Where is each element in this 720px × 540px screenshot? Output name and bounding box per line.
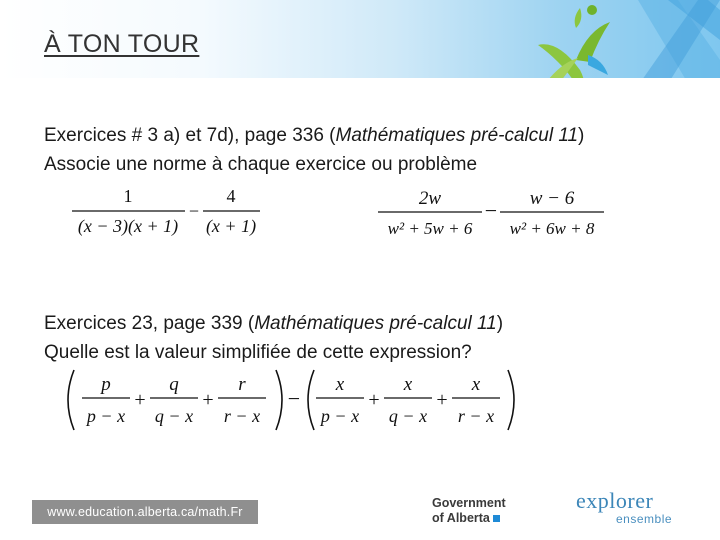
explorer-ensemble-logo <box>576 490 696 526</box>
expr-a-num2: 4 <box>226 186 236 206</box>
section2-book-title: Mathématiques pré-calcul 11 <box>254 313 497 334</box>
x-leaf-logo-icon <box>518 0 720 78</box>
c-minus: − <box>287 386 301 411</box>
c-g2-num-0: x <box>335 374 345 395</box>
c-g1-num-1: q <box>169 374 179 395</box>
gov-blue-square-icon <box>493 515 500 522</box>
expr-a-op: − <box>188 201 200 221</box>
c-g1-den-2: r − x <box>223 406 261 426</box>
section2-suffix: ) <box>496 313 504 334</box>
section1-heading <box>44 125 584 147</box>
c-plus-1: + <box>134 389 146 411</box>
gov-logo-line1: Government <box>432 496 506 510</box>
gov-logo-line2: of Alberta <box>432 511 490 525</box>
footer-url-link[interactable]: www.education.alberta.ca/math.Fr <box>32 500 258 524</box>
explorer-word: explorer <box>576 488 654 513</box>
c-plus-4: + <box>436 389 448 411</box>
expr-b-den2: w² + 6w + 8 <box>509 219 595 238</box>
slide-title <box>34 30 199 59</box>
section2-heading <box>44 313 503 335</box>
government-of-alberta-logo <box>432 496 506 526</box>
slide-title-text: À TON TOUR <box>44 30 200 58</box>
c-g2-num-1: x <box>403 374 413 395</box>
expression-c <box>62 366 522 436</box>
section1-suffix: ) <box>578 125 585 146</box>
c-g2-num-2: x <box>471 374 481 395</box>
expr-a-den2: (x + 1) <box>205 216 257 236</box>
c-g2-den-1: q − x <box>388 406 428 426</box>
section1-instruction: Associe une norme à chaque exercice ou problème <box>44 154 478 175</box>
section1-prefix: Exercices # 3 a) et 7d), page 336 ( <box>44 125 336 146</box>
c-plus-3: + <box>368 389 380 411</box>
header-band <box>0 0 720 78</box>
c-g1-num-0: p <box>101 374 111 395</box>
c-g1-den-0: p − x <box>86 406 126 426</box>
expr-a-num1: 1 <box>123 186 133 206</box>
c-g2-den-2: r − x <box>457 406 495 426</box>
expr-b-op: − <box>484 198 498 223</box>
c-plus-2: + <box>202 389 214 411</box>
expr-a-den1: (x − 3)(x + 1) <box>77 216 179 236</box>
ensemble-word: ensemble <box>616 512 673 526</box>
expression-a <box>70 184 270 244</box>
expr-b-den1: w² + 5w + 6 <box>387 219 473 238</box>
c-g1-den-1: q − x <box>154 406 194 426</box>
expr-b-num2: w − 6 <box>529 188 575 209</box>
section1-book-title: Mathématiques pré-calcul 11 <box>335 125 579 146</box>
section2-question: Quelle est la valeur simplifiée de cette expression? <box>44 342 472 363</box>
section2-prefix: Exercices 23, page 339 ( <box>44 313 255 334</box>
c-g2-den-0: p − x <box>320 406 360 426</box>
c-g1-num-2: r <box>238 374 246 395</box>
expr-b-num1: 2w <box>418 188 442 209</box>
expression-b <box>374 184 614 244</box>
